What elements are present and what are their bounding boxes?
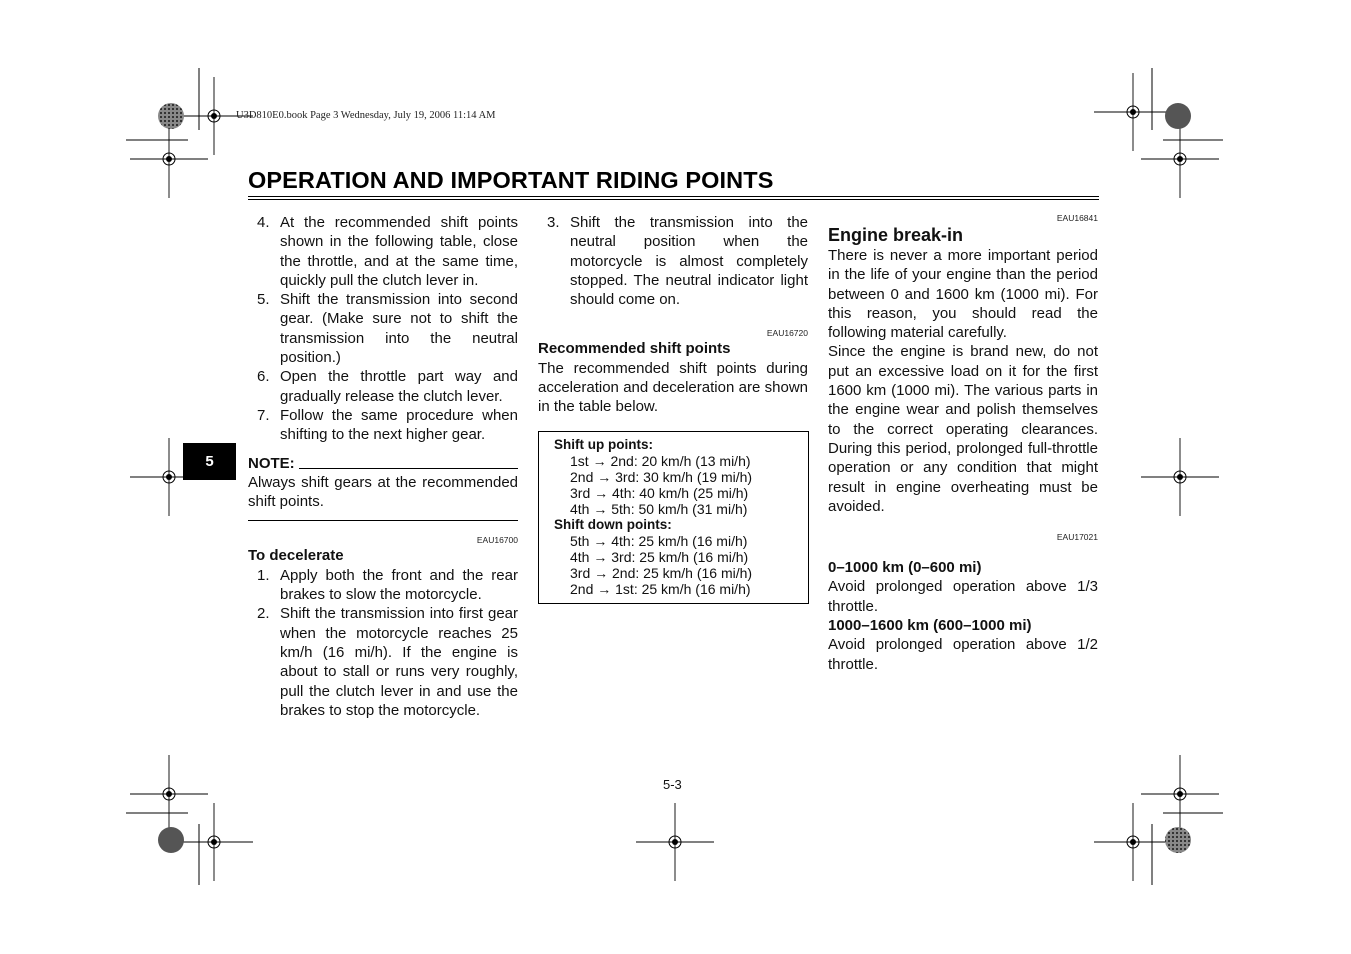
step-text: Shift the transmission into the neutral position when the motorcycle is almost completely stopped. The neutral indicator light should come on.	[570, 214, 808, 309]
registration-crosshair	[175, 803, 253, 881]
list-item	[538, 213, 808, 309]
shift-down-item: 3rd → 2nd: 25 km/h (16 mi/h)	[570, 564, 753, 581]
list-item	[248, 213, 518, 290]
shift-down-item: 2nd → 1st: 25 km/h (16 mi/h)	[570, 580, 751, 597]
step-text: Shift the transmission into first gear when the motorcycle reaches 25 km/h (16 mi/h). If the engine is about to stall or runs very roughly, pull the clutch lever in and use the brakes to stop the motorcycle.	[280, 605, 518, 719]
color-target	[158, 827, 184, 853]
page-title: OPERATION AND IMPORTANT RIDING POINTS	[248, 167, 774, 193]
page-number: 5-3	[663, 777, 682, 792]
book-metadata: U3D810E0.book Page 3 Wednesday, July 19, 2006 11:14 AM	[236, 110, 496, 121]
shift-up-heading: Shift up points:	[554, 436, 653, 452]
range-text-2: Avoid prolonged operation above 1/2 throttle.	[828, 636, 1098, 673]
registration-crosshair	[130, 120, 208, 198]
break-in-paragraph-2: Since the engine is brand new, do not put an excessive load on it for the first 1600 km (1000 mi). The various parts in the engine wear and polish themselves to the correct operating clearances. During this period, prolonged full-throttle operation or any condition that might result in engine overheating must be avoided.	[828, 343, 1098, 515]
shift-down-item: 5th → 4th: 25 km/h (16 mi/h)	[570, 532, 748, 549]
column-3	[828, 213, 1098, 674]
step-text: Shift the transmission into second gear. (Make sure not to shift the transmission into the neutral position.)	[280, 291, 518, 367]
range-heading-2: 1000–1600 km (600–1000 mi)	[828, 617, 1032, 635]
note-heading-row	[248, 454, 518, 473]
step-text: Apply both the front and the rear brakes to slow the motorcycle.	[280, 566, 518, 604]
reference-code: EAU17021	[1056, 532, 1098, 543]
shift-up-item: 2nd → 3rd: 30 km/h (19 mi/h)	[570, 468, 753, 485]
shift-intro: The recommended shift points during acceleration and deceleration are shown in the table below.	[538, 359, 808, 416]
section-heading-decelerate: To decelerate	[248, 547, 344, 565]
registration-crosshair	[1094, 73, 1172, 151]
column-2	[538, 213, 808, 604]
step-number: 1.	[257, 566, 270, 584]
registration-crosshair	[130, 755, 208, 833]
shift-down-heading: Shift down points:	[554, 516, 672, 532]
color-target	[1165, 103, 1191, 129]
section-heading-break-in: Engine break-in	[828, 225, 964, 245]
note-end-rule	[248, 520, 518, 521]
reference-code: EAU16700	[476, 535, 518, 546]
registration-crosshair	[636, 803, 714, 881]
list-item	[248, 406, 518, 445]
step-text: Open the throttle part way and gradually release the clutch lever.	[280, 368, 518, 405]
step-number: 4.	[257, 214, 270, 231]
section-heading-shift-points: Recommended shift points	[538, 340, 731, 358]
shift-up-item: 4th → 5th: 50 km/h (31 mi/h)	[570, 500, 748, 517]
registration-crosshair	[1141, 438, 1219, 516]
column-1	[248, 213, 518, 720]
step-number: 2.	[257, 605, 270, 623]
title-rule	[248, 199, 1099, 200]
step-number: 5.	[257, 291, 270, 309]
range-heading-1: 0–1000 km (0–600 mi)	[828, 559, 982, 577]
note-rule	[299, 468, 518, 469]
color-target	[158, 103, 184, 129]
shift-up-item: 1st → 2nd: 20 km/h (13 mi/h)	[570, 452, 751, 469]
note-label: NOTE:	[248, 454, 295, 472]
chapter-tab: 5	[183, 443, 236, 480]
reference-code: EAU16720	[766, 328, 808, 339]
registration-crosshair	[1094, 803, 1172, 881]
break-in-paragraph-1: There is never a more important period in the life of your engine than the period between 0 and 1600 km (1000 mi). For this reason, you should read the following material carefully.	[828, 247, 1098, 342]
list-item	[248, 367, 518, 406]
registration-crosshair	[1141, 120, 1219, 198]
list-item	[248, 290, 518, 367]
step-text: Follow the same procedure when shifting to the next higher gear.	[280, 406, 518, 444]
note-text: Always shift gears at the recommended shift points.	[248, 473, 518, 511]
registration-crosshair	[1141, 755, 1219, 833]
step-number: 3.	[547, 214, 560, 231]
step-number: 7.	[257, 406, 270, 424]
list-item	[248, 566, 518, 605]
range-text-1: Avoid prolonged operation above 1/3 throttle.	[828, 578, 1098, 615]
shift-up-item: 3rd → 4th: 40 km/h (25 mi/h)	[570, 484, 749, 501]
title-rule	[248, 196, 1099, 197]
shift-points-table	[538, 431, 809, 604]
reference-code: EAU16841	[1056, 213, 1098, 223]
step-number: 6.	[257, 368, 270, 386]
step-text: At the recommended shift points shown in the following table, close the throttle, and at the same time, quickly pull the clutch lever in.	[280, 214, 518, 289]
color-target	[1165, 827, 1191, 853]
list-item	[248, 604, 518, 720]
shift-down-item: 4th → 3rd: 25 km/h (16 mi/h)	[570, 548, 749, 565]
